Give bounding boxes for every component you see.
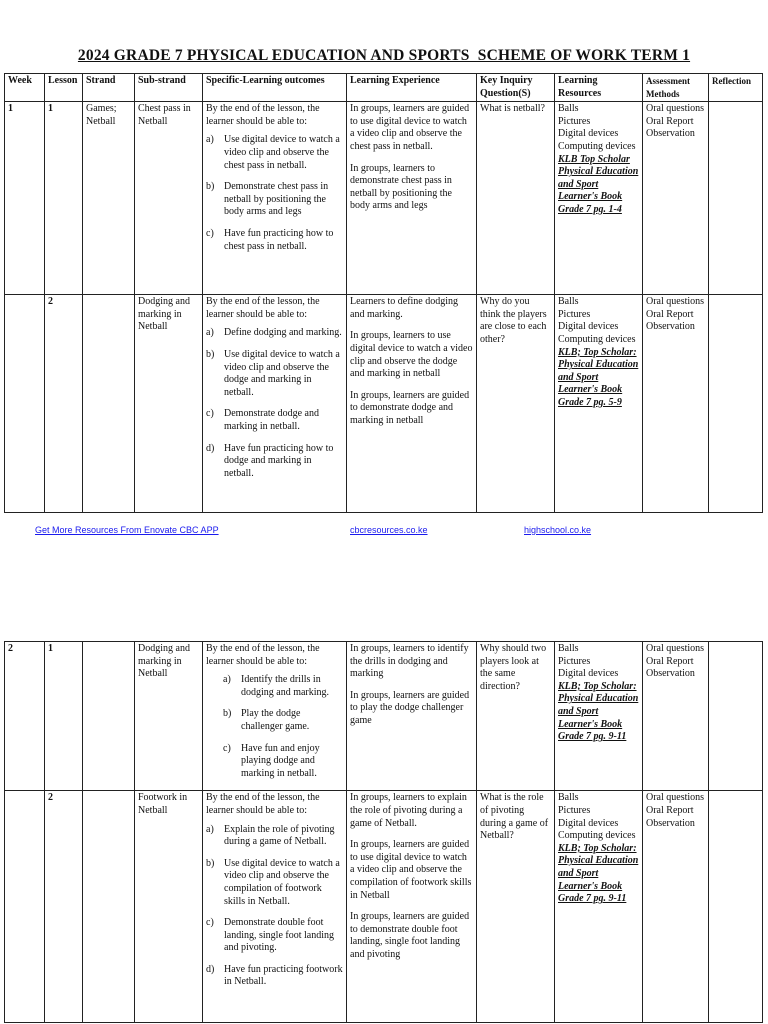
header-row — [5, 74, 763, 102]
substrand-cell: Dodging and marking in Netball — [135, 295, 203, 513]
experience-item: Learners to define dodging and marking. — [350, 296, 459, 320]
table-row — [5, 102, 763, 295]
week-cell — [5, 295, 45, 513]
strand-cell — [83, 791, 135, 1023]
lesson-cell: 2 — [45, 295, 83, 513]
outcome-item: b) Use digital device to watch a video clip and observe the dodge and marking in netball. — [206, 348, 340, 398]
reflection-cell — [709, 295, 763, 513]
outcome-item: b) Play the dodge challenger game. — [223, 708, 310, 732]
assessment-cell: Oral questions Oral Report Observation — [643, 102, 709, 295]
column-header: Strand — [83, 74, 135, 102]
question-cell: What is netball? — [477, 102, 555, 295]
outcome-item: c) Demonstrate dodge and marking in netball. — [206, 408, 319, 432]
lesson-cell: 1 — [45, 642, 83, 791]
reflection-cell — [709, 642, 763, 791]
experience-item: In groups, learners to explain the role of pivoting during a game of Netball. — [350, 792, 467, 829]
week-cell: 1 — [5, 102, 45, 295]
experience-item: In groups, learners to use digital device to watch a video clip and observe the dodge and marking in netball — [350, 330, 473, 380]
outcome-item: d) Have fun practicing how to dodge and marking in netball. — [206, 442, 334, 479]
substrand-cell: Chest pass in Netball — [135, 102, 203, 295]
outcome-item: a) Use digital device to watch a video clip and observe the chest pass in netball. — [206, 134, 340, 171]
experience-item: In groups, learners to demonstrate chest pass in netball by positioning the body arms and legs — [350, 162, 452, 212]
strand-cell — [83, 642, 135, 791]
week-cell: 2 — [5, 642, 45, 791]
outcome-item: b) Demonstrate chest pass in netball by positioning the body arms and legs — [206, 181, 329, 218]
outcomes-cell: By the end of the lesson, the learner should be able to: a) Explain the role of pivoting during a game of Netball. b) Use digital device to watch a video clip and observe the compilation of footwork skills in Netball. c) Demonstrate double foot landing, single foot landing and pivoting. d) Have fun practicing footwork in Netball. — [203, 791, 347, 1023]
outcomes-cell: By the end of the lesson, the learner should be able to: a) Define dodging and marking. b) Use digital device to watch a video clip and observe the dodge and marking in netball. c) Demonstrate dodge and marking in netball. d) Have fun practicing how to dodge and marking in netball. — [203, 295, 347, 513]
table-row — [5, 642, 763, 791]
scheme-table-page1 — [4, 73, 763, 513]
outcomes-cell: By the end of the lesson, the learner should be able to: a) Use digital device to watch a video clip and observe the chest pass in netball. b) Demonstrate chest pass in netball by positioning the body arms and legs c) Have fun practicing how to chest pass in netball. — [203, 102, 347, 295]
enovate-app-link[interactable]: Get More Resources From Enovate CBC APP — [35, 525, 219, 535]
outcome-item: a) Define dodging and marking. — [206, 327, 342, 339]
outcome-item: d) Have fun practicing footwork in Netball. — [206, 963, 343, 988]
highschool-link[interactable]: highschool.co.ke — [524, 525, 592, 535]
outcome-item: c) Demonstrate double foot landing, single foot landing and pivoting. — [206, 917, 334, 954]
substrand-cell: Footwork in Netball — [135, 791, 203, 1023]
reflection-cell — [709, 791, 763, 1023]
strand-cell — [83, 295, 135, 513]
question-cell: Why do you think the players are close to each other? — [477, 295, 555, 513]
cbcresources-link[interactable]: cbcresources.co.ke — [350, 525, 428, 535]
assessment-cell: Oral questions Oral Report Observation — [643, 791, 709, 1023]
experience-item: In groups, learners are guided to demonstrate double foot landing, single foot landing and pivoting — [350, 911, 470, 960]
column-header: Assessment Methods — [643, 74, 709, 102]
outcome-item: c) Have fun practicing how to chest pass in netball. — [206, 227, 334, 252]
resources-cell: Balls Pictures Digital devices KLB; Top Scholar: Physical Education and Sport Learner's Book Grade 7 pg. 9-11 — [555, 642, 643, 791]
outcome-item: a) Explain the role of pivoting during a game of Netball. — [206, 823, 335, 848]
column-header: Specific-Learning outcomes — [203, 74, 347, 102]
lesson-cell: 1 — [45, 102, 83, 295]
resources-cell: Balls Pictures Digital devices Computing devices KLB; Top Scholar: Physical Education and Sport Learner's Book Grade 7 pg. 9-11 — [555, 791, 643, 1023]
experience-cell — [347, 642, 477, 791]
experience-item: In groups, learners to identify the drills in dodging and marking — [350, 643, 469, 680]
column-header: Reflection — [709, 74, 763, 102]
column-header: Lesson — [45, 74, 83, 102]
outcome-item: b) Use digital device to watch a video clip and observe the compilation of footwork skills in Netball. — [206, 857, 340, 907]
column-header: Sub-strand — [135, 74, 203, 102]
resources-cell: Balls Pictures Digital devices Computing devices KLB; Top Scholar: Physical Education and Sport Learner's Book Grade 7 pg. 5-9 — [555, 295, 643, 513]
table-row — [5, 295, 763, 513]
experience-cell — [347, 102, 477, 295]
column-header: Week — [5, 74, 45, 102]
assessment-cell: Oral questions Oral Report Observation — [643, 295, 709, 513]
experience-item: In groups, learners are guided to use digital device to watch a video clip and observe the compilation of footwork skills in Netball — [350, 839, 472, 901]
outcome-item: c) Have fun and enjoy playing dodge and marking in netball. — [223, 742, 320, 779]
page-title: 2024 GRADE 7 PHYSICAL EDUCATION AND SPORTS SCHEME OF WORK TERM 1 — [77, 47, 691, 64]
question-cell: What is the role of pivoting during a game of Netball? — [477, 791, 555, 1023]
question-cell: Why should two players look at the same direction? — [477, 642, 555, 791]
experience-cell — [347, 791, 477, 1023]
scheme-table-page2 — [4, 641, 763, 1023]
experience-item: In groups, learners are guided to use digital device to watch a video clip and observe the chest pass in netball. — [350, 103, 470, 152]
resources-cell: Balls Pictures Digital devices Computing devices KLB Top Scholar Physical Education and Sport Learner's Book Grade 7 pg. 1-4 — [555, 102, 643, 295]
strand-cell: Games; Netball — [83, 102, 135, 295]
substrand-cell: Dodging and marking in Netball — [135, 642, 203, 791]
reflection-cell — [709, 102, 763, 295]
week-cell — [5, 791, 45, 1023]
assessment-cell: Oral questions Oral Report Observation — [643, 642, 709, 791]
lesson-cell: 2 — [45, 791, 83, 1023]
column-header: Key Inquiry Question(S) — [477, 74, 555, 102]
experience-item: In groups, learners are guided to play the dodge challenger game — [350, 689, 470, 726]
column-header: Learning Resources — [555, 74, 643, 102]
outcome-item: a) Identify the drills in dodging and marking. — [223, 674, 330, 698]
experience-cell — [347, 295, 477, 513]
column-header: Learning Experience — [347, 74, 477, 102]
experience-item: In groups, learners are guided to demonstrate dodge and marking in netball — [350, 389, 470, 426]
outcomes-cell: By the end of the lesson, the learner should be able to: a) Identify the drills in dodging and marking. b) Play the dodge challenger game. c) Have fun and enjoy playing dodge and marking in netball. — [203, 642, 347, 791]
table-row — [5, 791, 763, 1023]
